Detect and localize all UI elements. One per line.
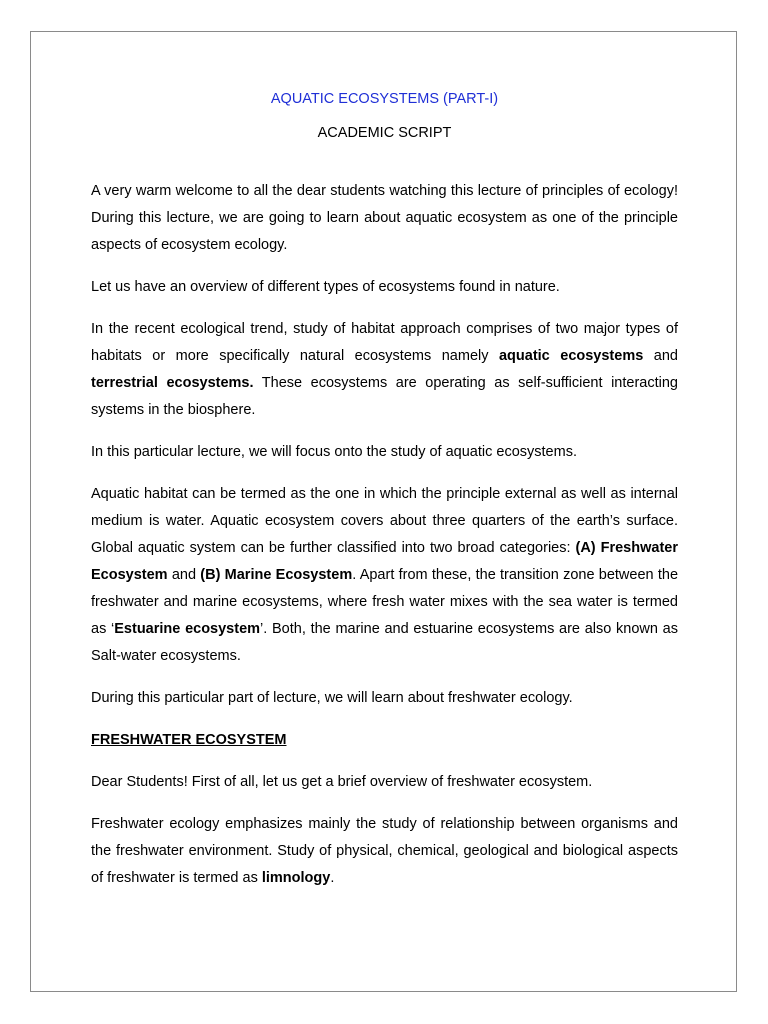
document-page — [30, 31, 737, 992]
paragraph-limnology: Freshwater ecology emphasizes mainly the study of relationship between organisms and the freshwater environment. Study of physical, chemical, geological and biological aspects of freshwater is termed as limnology. — [91, 816, 678, 886]
document-body — [91, 90, 678, 892]
paragraph-habitat-approach: In the recent ecological trend, study of habitat approach comprises of two major types of habitats or more specifically natural ecosystems namely aquatic ecosystems and terrestrial ecosystems. These ecosystems are operating as self-sufficient interacting systems in the biosphere. — [91, 321, 678, 418]
document-subtitle: ACADEMIC SCRIPT — [317, 125, 452, 141]
paragraph-aquatic-habitat: Aquatic habitat can be termed as the one in which the principle external as well as internal medium is water. Aquatic ecosystem covers about three quarters of the earth’s surface. Global aquatic system can be further classified into two broad categories: (A) Freshwater Ecosystem and (B) Marine Ecosystem. Apart from these, the transition zone between the freshwater and marine ecosystems, where fresh water mixes with the sea water is termed as ‘Estuarine ecosystem’. Both, the marine and estuarine ecosystems are also known as Salt-water ecosystems. — [91, 486, 679, 664]
term-limnology: limnology — [261, 870, 331, 886]
term-terrestrial-ecosystems: terrestrial ecosystems. — [91, 375, 254, 391]
paragraph-lecture-focus: In this particular lecture, we will focus onto the study of aquatic ecosystems. — [91, 444, 577, 460]
paragraph-freshwater-intro: During this particular part of lecture, we will learn about freshwater ecology. — [91, 690, 573, 706]
paragraph-welcome: A very warm welcome to all the dear students watching this lecture of principles of ecology! During this lecture, we are going to learn about aquatic ecosystem as one of the principle aspects of ecosystem ecology. — [91, 183, 678, 253]
term-marine-ecosystem: (B) Marine Ecosystem — [200, 567, 353, 583]
section-heading-freshwater: FRESHWATER ECOSYSTEM — [91, 732, 287, 748]
document-title: AQUATIC ECOSYSTEMS (PART-I) — [270, 91, 499, 107]
term-freshwater-ecosystem: (A) Freshwater Ecosystem — [91, 540, 678, 583]
term-estuarine-ecosystem: Estuarine ecosystem — [114, 621, 261, 637]
paragraph-dear-students: Dear Students! First of all, let us get a brief overview of freshwater ecosystem. — [91, 774, 593, 790]
paragraph-overview: Let us have an overview of different types of ecosystems found in nature. — [91, 279, 560, 295]
term-aquatic-ecosystems: aquatic ecosystems — [498, 348, 644, 364]
